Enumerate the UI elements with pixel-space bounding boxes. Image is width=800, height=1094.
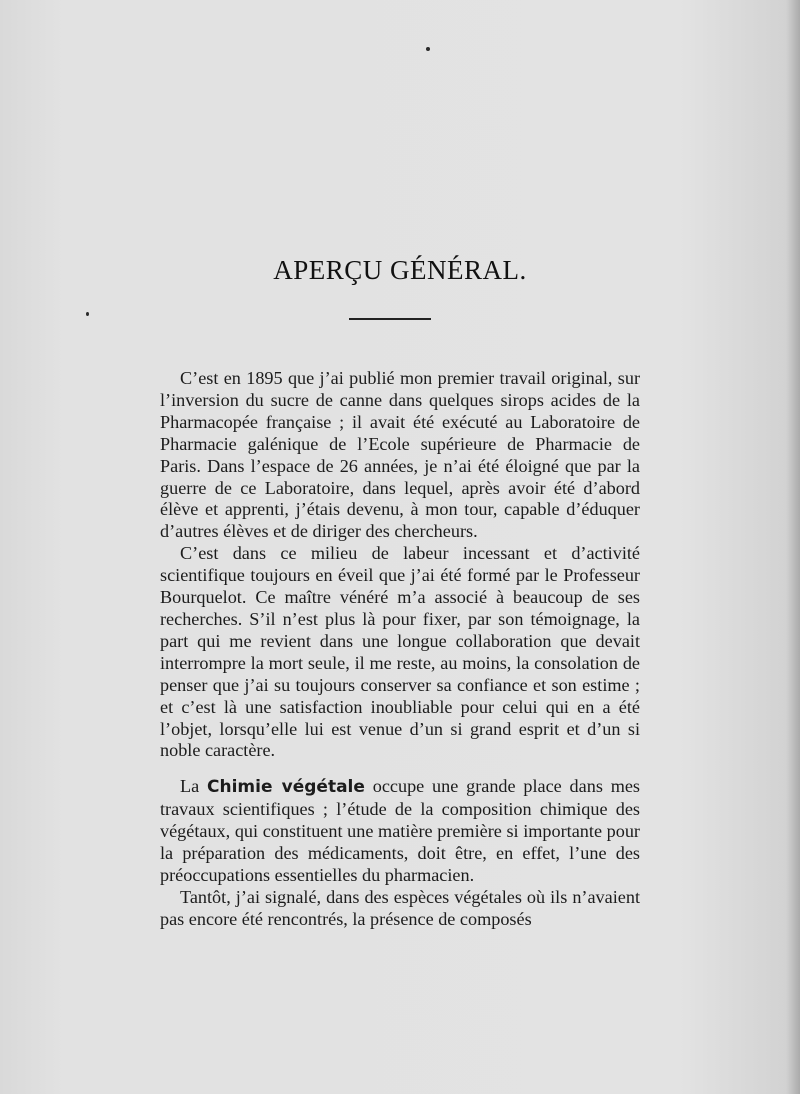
paragraph [160, 776, 640, 887]
title-rule [349, 318, 431, 320]
paragraph-lead: La [180, 776, 200, 797]
page-title: APERÇU GÉNÉRAL. [273, 255, 527, 285]
ink-speck [426, 47, 430, 51]
page-edge-shadow [786, 0, 800, 1094]
body-text [160, 368, 640, 931]
ink-speck [86, 312, 89, 316]
bold-term: Chimie végétale [207, 777, 365, 798]
paragraph: C’est en 1895 que j’ai publié mon premier travail original, sur l’inversion du sucre de canne dans quelques sirops acides de la Pharmacopée française ; il avait été exécuté au Laboratoire de Pharmacie galénique de l’Ecole supérieure de Pharmacie de Paris. Dans l’espace de 26 années, je n’ai été éloigné que par la guerre de ce Laboratoire, dans lequel, après avoir été d’abord élève et apprenti, j’étais devenu, à mon tour, capable d’éduquer d’autres élèves et de diriger des chercheurs. [160, 368, 640, 542]
paragraph-text: occupe une grande place dans mes travaux scientifiques ; l’étude de la composition chimique des végétaux, qui constituent une matière première si importante pour la préparation des médicaments, doit être, en effet, l’une des préoccupations essentielles du pharmacien. [160, 776, 640, 885]
paragraph: Tantôt, j’ai signalé, dans des espèces végétales où ils n’avaient pas encore été rencontrés, la présence de composés [160, 886, 640, 929]
paragraph: C’est dans ce milieu de labeur incessant et d’activité scientifique toujours en éveil que j’ai été formé par le Professeur Bourquelot. Ce maître vénéré m’a associé à beaucoup de ses recherches. S’il n’est plus là pour fixer, par son témoignage, la part qui me revient dans une longue collaboration que devait interrompre la mort seule, il me reste, au moins, la consolation de penser que j’ai su toujours conserver sa confiance et son estime ; et c’est là une satisfaction inoubliable pour celui qui en a été l’objet, lorsqu’elle lui est venue d’un si grand esprit et d’un si noble caractère. [160, 543, 640, 761]
